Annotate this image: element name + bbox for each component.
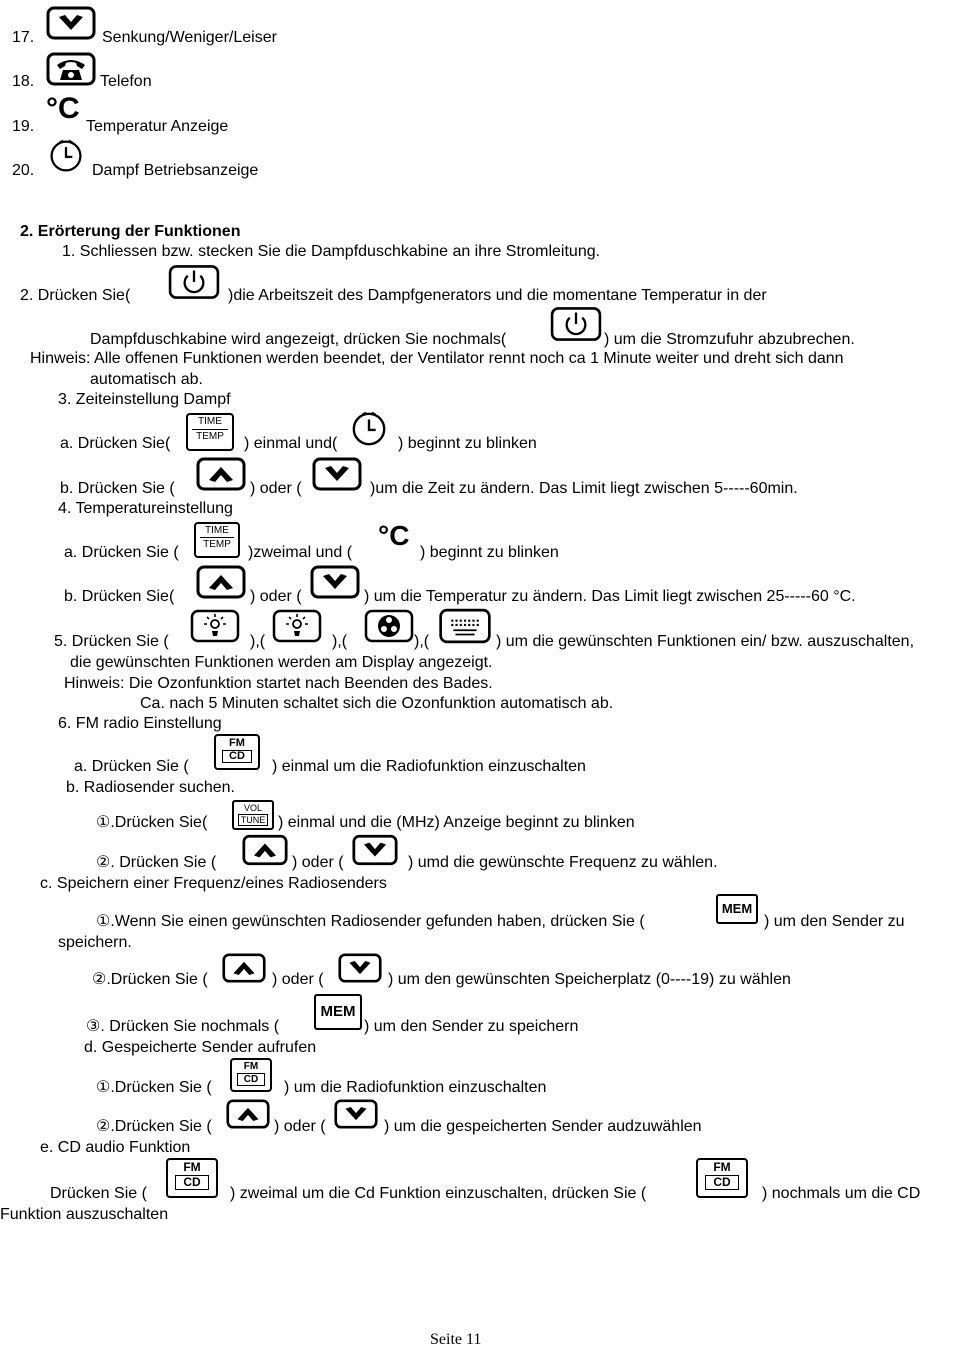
step-5-b: ),(: [250, 633, 266, 650]
step-6c2-b: ) oder (: [272, 971, 324, 988]
step-5-a: 5. Drücken Sie (: [54, 633, 169, 650]
time-label: TIME: [198, 416, 222, 427]
step-2-hint-cont: automatisch ab.: [90, 371, 203, 388]
fm-cd-button-icon: [696, 1158, 748, 1198]
step-3-title: 3. Zeiteinstellung Dampf: [58, 391, 231, 408]
fm-label: FM: [183, 1160, 201, 1174]
step-6c2-c: ) um den gewünschten Speicherplatz (0----19) zu wählen: [388, 971, 791, 988]
chevron-up-icon: [242, 834, 288, 866]
step-6d2-c: ) um die gespeicherten Sender audzuwählen: [384, 1118, 702, 1135]
time-temp-button-icon: [186, 413, 234, 451]
telephone-icon: [46, 50, 96, 88]
step-6c1-a: ①.Wenn Sie einen gewünschten Radiosender gefunden haben, drücken Sie (: [96, 913, 645, 930]
step-3a-2: ) einmal und(: [244, 435, 338, 452]
step-6b2-c: ) umd die gewünschte Frequenz zu wählen.: [408, 854, 718, 871]
lamp-icon: [272, 608, 322, 644]
step-2-a: 2. Drücken Sie(: [20, 287, 131, 304]
step-6d1-a: ①.Drücken Sie (: [96, 1079, 212, 1096]
list-label-19: Temperatur Anzeige: [86, 118, 229, 135]
power-icon: [550, 306, 602, 342]
step-2-c: Dampfduschkabine wird angezeigt, drücken Sie nochmals(: [90, 331, 507, 348]
time-temp-button-icon: [194, 522, 240, 558]
list-num-20: 20.: [12, 162, 35, 179]
list-label-18: Telefon: [100, 73, 152, 90]
step-2-d: ) um die Stromzufuhr abzubrechen.: [604, 331, 855, 348]
step-6a-2: ) einmal um die Radiofunktion einzuschalten: [272, 758, 586, 775]
list-label-20: Dampf Betriebsanzeige: [92, 162, 259, 179]
step-3b-3: )um die Zeit zu ändern. Das Limit liegt zwischen 5-----60min.: [370, 480, 798, 497]
chevron-down-icon: [310, 564, 360, 600]
step-6-title: 6. FM radio Einstellung: [58, 715, 222, 732]
fm-cd-button-icon: [166, 1158, 218, 1198]
chevron-up-icon: [222, 952, 266, 984]
list-num-19: 19.: [12, 118, 35, 135]
step-6b1-a: ①.Drücken Sie(: [96, 814, 208, 831]
step-6b: b. Radiosender suchen.: [66, 779, 235, 796]
temp-label: TEMP: [192, 429, 228, 444]
step-3a-1: a. Drücken Sie(: [60, 435, 171, 452]
cd-label: CD: [175, 1175, 209, 1190]
vol-tune-button-icon: [232, 800, 274, 830]
step-6e: e. CD audio Funktion: [40, 1139, 191, 1156]
mem-button-icon: MEM: [314, 994, 362, 1030]
step-6d1-b: ) um die Radiofunktion einzuschalten: [284, 1079, 547, 1096]
step-6e1-a: Drücken Sie (: [50, 1185, 147, 1202]
step-5-c: ),(: [332, 633, 348, 650]
step-5-e: ) um die gewünschten Funktionen ein/ bzw. auszuschalten,: [496, 633, 915, 650]
step-6b1-b: ) einmal und die (MHz) Anzeige beginnt zu blinken: [278, 814, 635, 831]
chevron-up-icon: [196, 564, 246, 600]
step-1: 1. Schliessen bzw. stecken Sie die Dampfduschkabine an ihre Stromleitung.: [62, 243, 601, 260]
step-4a-1: a. Drücken Sie (: [64, 544, 179, 561]
fm-label: FM: [713, 1160, 731, 1174]
step-5-d: ),(: [414, 633, 430, 650]
step-6b2-a: ②. Drücken Sie (: [96, 854, 217, 871]
time-label: TIME: [205, 525, 229, 536]
list-num-18: 18.: [12, 73, 35, 90]
list-num-17: 17.: [12, 29, 35, 46]
vol-label: VOL: [243, 803, 262, 813]
cd-label: CD: [222, 750, 252, 763]
mem-button-icon: MEM: [716, 894, 758, 924]
fm-cd-button-icon: [214, 734, 260, 770]
step-6a-1: a. Drücken Sie (: [74, 758, 189, 775]
step-6c1-b: ) um den Sender zu: [764, 913, 905, 930]
chevron-down-icon: [46, 3, 96, 43]
ozone-icon: [438, 608, 492, 644]
step-4b-1: b. Drücken Sie(: [64, 588, 175, 605]
cd-label: CD: [237, 1073, 265, 1086]
celsius-icon: °C: [378, 520, 410, 551]
step-6d2-a: ②.Drücken Sie (: [96, 1118, 212, 1135]
step-5-line2: die gewünschten Funktionen werden am Display angezeigt.: [70, 654, 493, 671]
cd-label: CD: [705, 1175, 739, 1190]
list-label-17: Senkung/Weniger/Leiser: [102, 29, 277, 46]
step-4b-3: ) um die Temperatur zu ändern. Das Limit liegt zwischen 25-----60 °C.: [364, 588, 856, 605]
step-3b-1: b. Drücken Sie (: [60, 480, 175, 497]
fm-label: FM: [229, 737, 245, 749]
step-4b-2: ) oder (: [250, 588, 302, 605]
chevron-down-icon: [352, 834, 398, 866]
fm-cd-button-icon: [230, 1058, 272, 1092]
step-6b2-b: ) oder (: [292, 854, 344, 871]
step-6e2: Funktion auszuschalten: [0, 1206, 169, 1223]
temp-label: TEMP: [200, 537, 234, 551]
step-4a-2: )zweimal und (: [248, 544, 353, 561]
section-title: 2. Erörterung der Funktionen: [20, 223, 241, 240]
chevron-down-icon: [312, 456, 362, 492]
step-6c: c. Speichern einer Frequenz/eines Radiosenders: [40, 875, 387, 892]
step-5-hint-cont: Ca. nach 5 Minuten schaltet sich die Ozonfunktion automatisch ab.: [140, 695, 614, 712]
step-6d2-b: ) oder (: [274, 1118, 326, 1135]
step-6e1-c: ) nochmals um die CD: [762, 1185, 921, 1202]
step-6c3-b: ) um den Sender zu speichern: [364, 1018, 579, 1035]
light-icon: [190, 608, 240, 644]
step-2-b: )die Arbeitszeit des Dampfgenerators und die momentane Temperatur in der: [228, 287, 767, 304]
step-2-hint: Hinweis: Alle offenen Funktionen werden beendet, der Ventilator rennt noch ca 1 Minute weiter und dreht sich dann: [30, 350, 844, 367]
clock-icon: [350, 410, 388, 448]
step-6e1-b: ) zweimal um die Cd Funktion einzuschalten, drücken Sie (: [230, 1185, 647, 1202]
tune-label: TUNE: [238, 814, 268, 826]
step-4-title: 4. Temperatureinstellung: [58, 500, 233, 517]
chevron-up-icon: [196, 456, 246, 492]
chevron-up-icon: [226, 1098, 270, 1130]
power-icon: [168, 264, 220, 300]
step-3a-3: ) beginnt zu blinken: [398, 435, 537, 452]
step-6c2-a: ②.Drücken Sie (: [92, 971, 208, 988]
step-6c1-c: speichern.: [58, 934, 132, 951]
step-6d: d. Gespeicherte Sender aufrufen: [84, 1039, 317, 1056]
step-4a-3: ) beginnt zu blinken: [420, 544, 559, 561]
clock-icon: [48, 138, 84, 174]
chevron-down-icon: [334, 1098, 378, 1130]
fan-icon: [364, 608, 414, 644]
step-6c3-a: ③. Drücken Sie nochmals (: [86, 1018, 280, 1035]
celsius-icon: °C: [46, 92, 80, 125]
step-5-hint: Hinweis: Die Ozonfunktion startet nach Beenden des Bades.: [64, 675, 493, 692]
step-3b-2: ) oder (: [250, 480, 302, 497]
page-number: Seite 11: [430, 1331, 482, 1348]
chevron-down-icon: [338, 952, 382, 984]
fm-label: FM: [243, 1061, 259, 1072]
